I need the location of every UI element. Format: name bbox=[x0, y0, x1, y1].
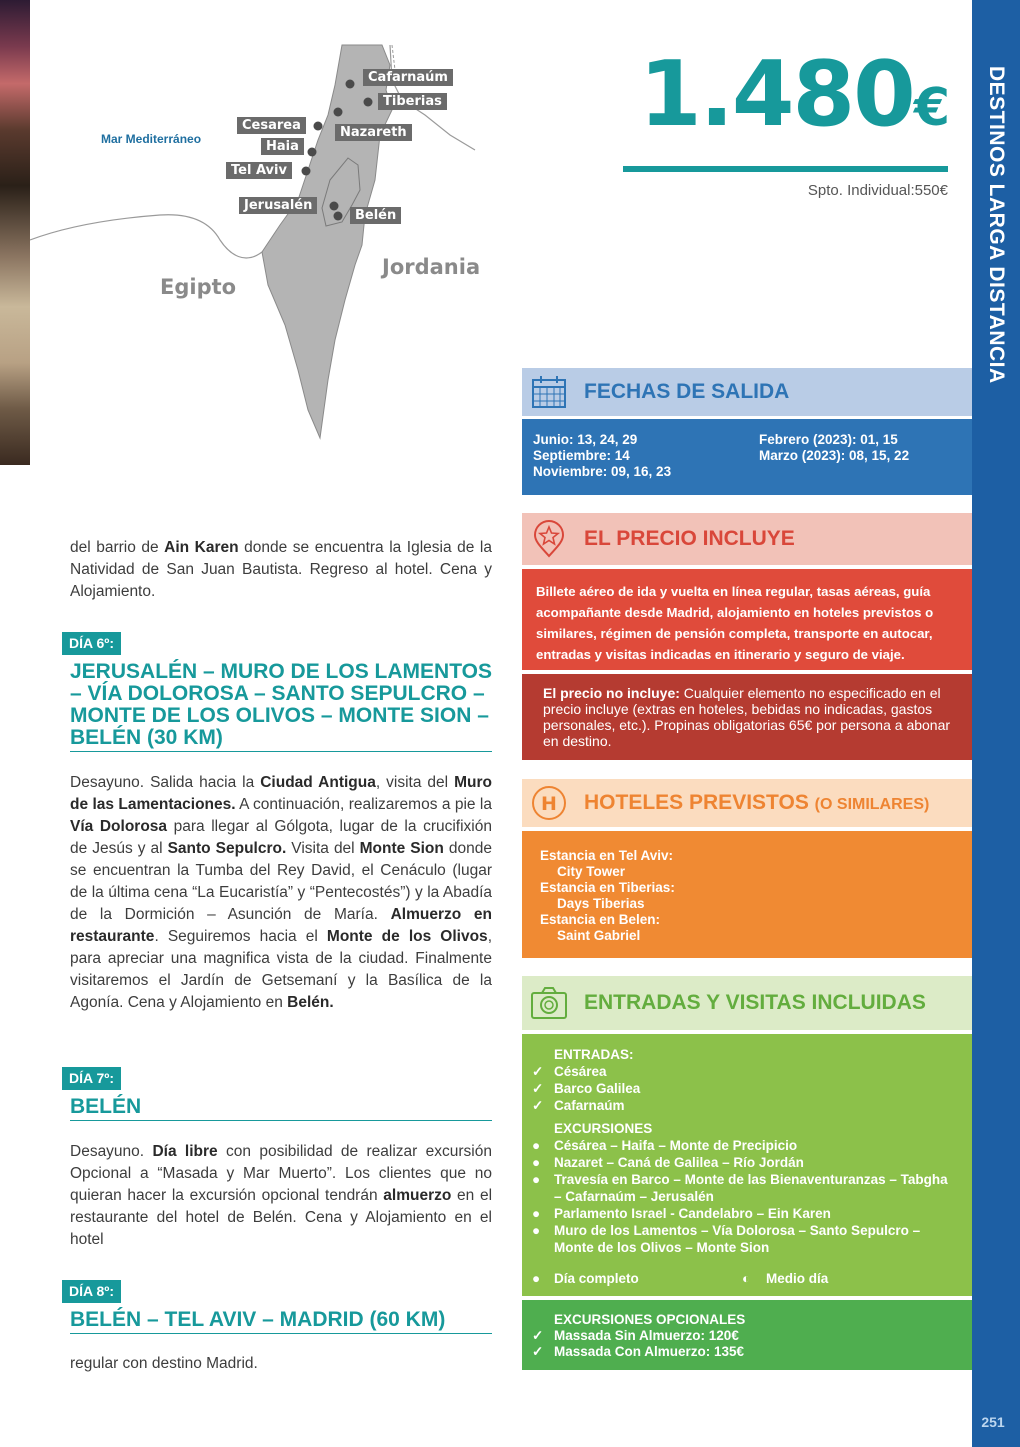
description-segment: en el restaurante del hotel de Belén. Cena y Alojamiento en el hotel bbox=[70, 1187, 493, 1248]
legend-full-day: ● Día completo bbox=[532, 1271, 639, 1286]
fecha-line: Septiembre: 14 bbox=[533, 447, 630, 463]
legend-half-day: ◐ Medio día bbox=[742, 1271, 829, 1286]
badge-star-icon bbox=[528, 518, 570, 560]
day-title: BELÉN – TEL AVIV – MADRID (60 KM) bbox=[70, 1309, 492, 1334]
excursiones-list bbox=[532, 1137, 952, 1256]
map-label-nazareth: Nazareth bbox=[335, 124, 412, 141]
no-incluye-text: Cualquier elemento no especificado en el precio incluye (extras en hoteles, bebidas no indicadas, gastos personales, etc.). Propinas obligatorias 65€ por persona a abonar en destino. bbox=[543, 685, 951, 749]
hotel-name: City Tower bbox=[557, 864, 626, 879]
single-supplement: Spto. Individual:550€ bbox=[807, 182, 948, 199]
description-segment: para llegar al Gólgota, lugar de la crucifixión de Jesús y al bbox=[70, 818, 492, 857]
day-tag: DÍA 7º: bbox=[62, 1067, 121, 1090]
entradas-body bbox=[522, 1034, 972, 1296]
description-segment: donde se encuentran la Tumba del Rey David, el Cenáculo (lugar de la última cena “La Eucaristía” y “Pentecostés”) y la Abadía de la Dormición – Asunción de María. bbox=[70, 840, 492, 923]
hotel-icon bbox=[528, 782, 570, 824]
day-description bbox=[70, 1353, 492, 1375]
description-segment: Almuerzo en restaurante bbox=[70, 906, 492, 945]
israel-map bbox=[30, 40, 500, 450]
description-segment: Muro de las Lamentaciones. bbox=[70, 774, 492, 813]
day-title: BELÉN bbox=[70, 1096, 492, 1121]
price-amount: 1.480€ bbox=[639, 42, 948, 147]
excursiones-label: EXCURSIONES bbox=[554, 1121, 653, 1136]
check-icon: ✓ bbox=[532, 1081, 544, 1096]
opcional-item: ✓ Massada Sin Almuerzo: 120€ bbox=[532, 1328, 739, 1343]
check-icon: ✓ bbox=[532, 1098, 544, 1113]
map-label-egypt: Egipto bbox=[160, 275, 237, 299]
map-label-jerusalen: Jerusalén bbox=[239, 197, 317, 214]
map-label-sea: Mar Mediterráneo bbox=[101, 132, 202, 146]
fecha-line: Junio: 13, 24, 29 bbox=[533, 432, 638, 447]
excursion-item: ● Parlamento Israel - Candelabro – Ein Karen bbox=[532, 1206, 831, 1221]
hotel-name: Days Tiberias bbox=[557, 896, 645, 911]
description-segment: almuerzo bbox=[383, 1187, 452, 1204]
calendar-icon bbox=[528, 371, 570, 413]
description-segment: A continuación, realizaremos a pie la bbox=[235, 796, 492, 813]
check-icon: ✓ bbox=[532, 1328, 544, 1343]
opcionales-label: EXCURSIONES OPCIONALES bbox=[554, 1312, 746, 1327]
fechas-body bbox=[522, 419, 972, 495]
fecha-line: Noviembre: 09, 16, 23 bbox=[533, 463, 672, 479]
fechas-header bbox=[522, 368, 972, 416]
fechas-right-col bbox=[759, 432, 909, 495]
entradas-list bbox=[532, 1063, 952, 1114]
description-segment: con posibilidad de realizar excursión Opcional a “Masada y Mar Muerto”. Los clientes que no quieran hacer la excursión opcional tendrán bbox=[70, 1143, 492, 1204]
incluye-text: Billete aéreo de ida y vuelta en línea regular, tasas aéreas, guía acompañante desde Madrid, alojamiento en hoteles previstos o similares, régimen de pensión completa, transporte en autocar, entradas y visitas indicadas en itinerario y seguro de viaje. bbox=[536, 584, 934, 662]
opcionales-body bbox=[522, 1300, 972, 1370]
entradas-title: ENTRADAS Y VISITAS INCLUIDAS bbox=[584, 991, 926, 1014]
half-day-dot-icon: ◐ bbox=[742, 1271, 751, 1286]
full-day-dot-icon: ● bbox=[532, 1138, 541, 1153]
description-segment: Monte Sion bbox=[359, 840, 444, 857]
fecha-line: Marzo (2023): 08, 15, 22 bbox=[759, 447, 910, 463]
check-icon: ✓ bbox=[532, 1064, 544, 1079]
price-divider bbox=[623, 166, 948, 172]
day-tag: DÍA 8º: bbox=[62, 1280, 121, 1303]
full-day-dot-icon: ● bbox=[532, 1223, 541, 1238]
page-number: 251 bbox=[981, 1414, 1005, 1430]
price-currency: € bbox=[913, 78, 948, 138]
day-tag: DÍA 6º: bbox=[62, 632, 121, 655]
description-segment: , visita del bbox=[375, 774, 455, 791]
incluye-header bbox=[522, 513, 972, 565]
no-incluye-label: El precio no incluye: bbox=[543, 685, 680, 701]
map-label-jordan: Jordania bbox=[382, 255, 481, 279]
description-segment: Desayuno. Salida hacia la bbox=[70, 774, 261, 791]
side-title: DESTINOS LARGA DISTANCIA bbox=[985, 66, 1008, 384]
entradas-label: ENTRADAS: bbox=[554, 1047, 634, 1062]
hotel-city-label: Estancia en Tiberias: bbox=[540, 880, 675, 895]
excursion-item: ● Nazaret – Caná de Galilea – Río Jordán bbox=[532, 1155, 804, 1170]
map-label-belen: Belén bbox=[350, 207, 401, 224]
excursion-item: ● Travesía en Barco – Monte de las Bienaventuranzas – Tabgha – Cafarnaúm – Jerusalén bbox=[532, 1172, 948, 1204]
entrada-item: ✓ Barco Galilea bbox=[532, 1081, 641, 1096]
fechas-left-col bbox=[533, 432, 759, 495]
description-segment: regular con destino Madrid. bbox=[70, 1355, 258, 1372]
intro-paragraph: del barrio de Ain Karen donde se encuentra la Iglesia de la Natividad de San Juan Bautista. Regreso al hotel. Cena y Alojamiento. bbox=[70, 539, 492, 600]
description-segment: Visita del bbox=[286, 840, 360, 857]
entrada-item: ✓ Cafarnaúm bbox=[532, 1098, 625, 1113]
opcional-item: ✓ Massada Con Almuerzo: 135€ bbox=[532, 1344, 745, 1359]
fechas-title: FECHAS DE SALIDA bbox=[584, 380, 790, 403]
day-description bbox=[70, 772, 492, 1014]
entradas-header bbox=[522, 976, 972, 1030]
description-segment: Belén. bbox=[287, 994, 334, 1011]
excursion-item: ● Césárea – Haifa – Monte de Precipicio bbox=[532, 1138, 798, 1153]
full-day-dot-icon: ● bbox=[532, 1172, 541, 1187]
legend bbox=[532, 1270, 952, 1287]
description-segment: Ciudad Antigua bbox=[260, 774, 376, 791]
map-label-tel-aviv: Tel Aviv bbox=[226, 162, 292, 179]
description-segment: , para apreciar una magnifica vista de la ciudad. Finalmente visitaremos el Jardín de Getsemaní y la Basílica de la Agonía. Cena y Alojamiento en bbox=[70, 928, 492, 1011]
description-segment: Día libre bbox=[152, 1143, 218, 1160]
day-description bbox=[70, 1141, 492, 1251]
hotel-name: Saint Gabriel bbox=[557, 928, 641, 943]
full-day-dot-icon: ● bbox=[532, 1271, 541, 1286]
full-day-dot-icon: ● bbox=[532, 1206, 541, 1221]
description-segment: Monte de los Olivos bbox=[326, 928, 488, 945]
hoteles-header bbox=[522, 779, 972, 827]
full-day-dot-icon: ● bbox=[532, 1155, 541, 1170]
excursion-item: ● Muro de los Lamentos – Vía Dolorosa – Santo Sepulcro – Monte de los Olivos – Monte Sion bbox=[532, 1223, 921, 1255]
incluye-title: EL PRECIO INCLUYE bbox=[584, 527, 795, 550]
description-segment: . Seguiremos hacia el bbox=[154, 928, 327, 945]
camera-icon bbox=[528, 982, 570, 1024]
entrada-item: ✓ Césárea bbox=[532, 1064, 607, 1079]
day-title: JERUSALÉN – MURO DE LOS LAMENTOS – VÍA DOLOROSA – SANTO SEPULCRO – MONTE DE LOS OLIVOS – MONTE SION – BELÉN (30 KM) bbox=[70, 661, 492, 752]
opcionales-list bbox=[532, 1328, 952, 1360]
hoteles-title-small: (O SIMILARES) bbox=[814, 796, 930, 813]
hoteles-title: HOTELES PREVISTOS (O SIMILARES) bbox=[584, 791, 930, 814]
no-incluye-body bbox=[522, 674, 972, 760]
svg-text:H: H bbox=[541, 793, 557, 815]
map-label-haia: Haia bbox=[261, 138, 304, 155]
description-segment: Desayuno. bbox=[70, 1143, 153, 1160]
map-label-cesarea: Cesarea bbox=[237, 117, 306, 134]
map-label-tiberias: Tiberias bbox=[378, 93, 447, 110]
description-segment: Vía Dolorosa bbox=[70, 818, 168, 835]
description-segment: Santo Sepulcro. bbox=[167, 840, 287, 857]
incluye-body bbox=[522, 569, 972, 670]
hotel-city-label: Estancia en Belen: bbox=[540, 912, 661, 927]
check-icon: ✓ bbox=[532, 1344, 544, 1359]
hoteles-body bbox=[522, 831, 972, 958]
cover-photo-strip bbox=[0, 0, 30, 465]
hotel-city-label: Estancia en Tel Aviv: bbox=[540, 848, 674, 863]
fecha-line: Febrero (2023): 01, 15 bbox=[759, 432, 898, 447]
map-label-cafarnaum: Cafarnaúm bbox=[363, 69, 453, 86]
